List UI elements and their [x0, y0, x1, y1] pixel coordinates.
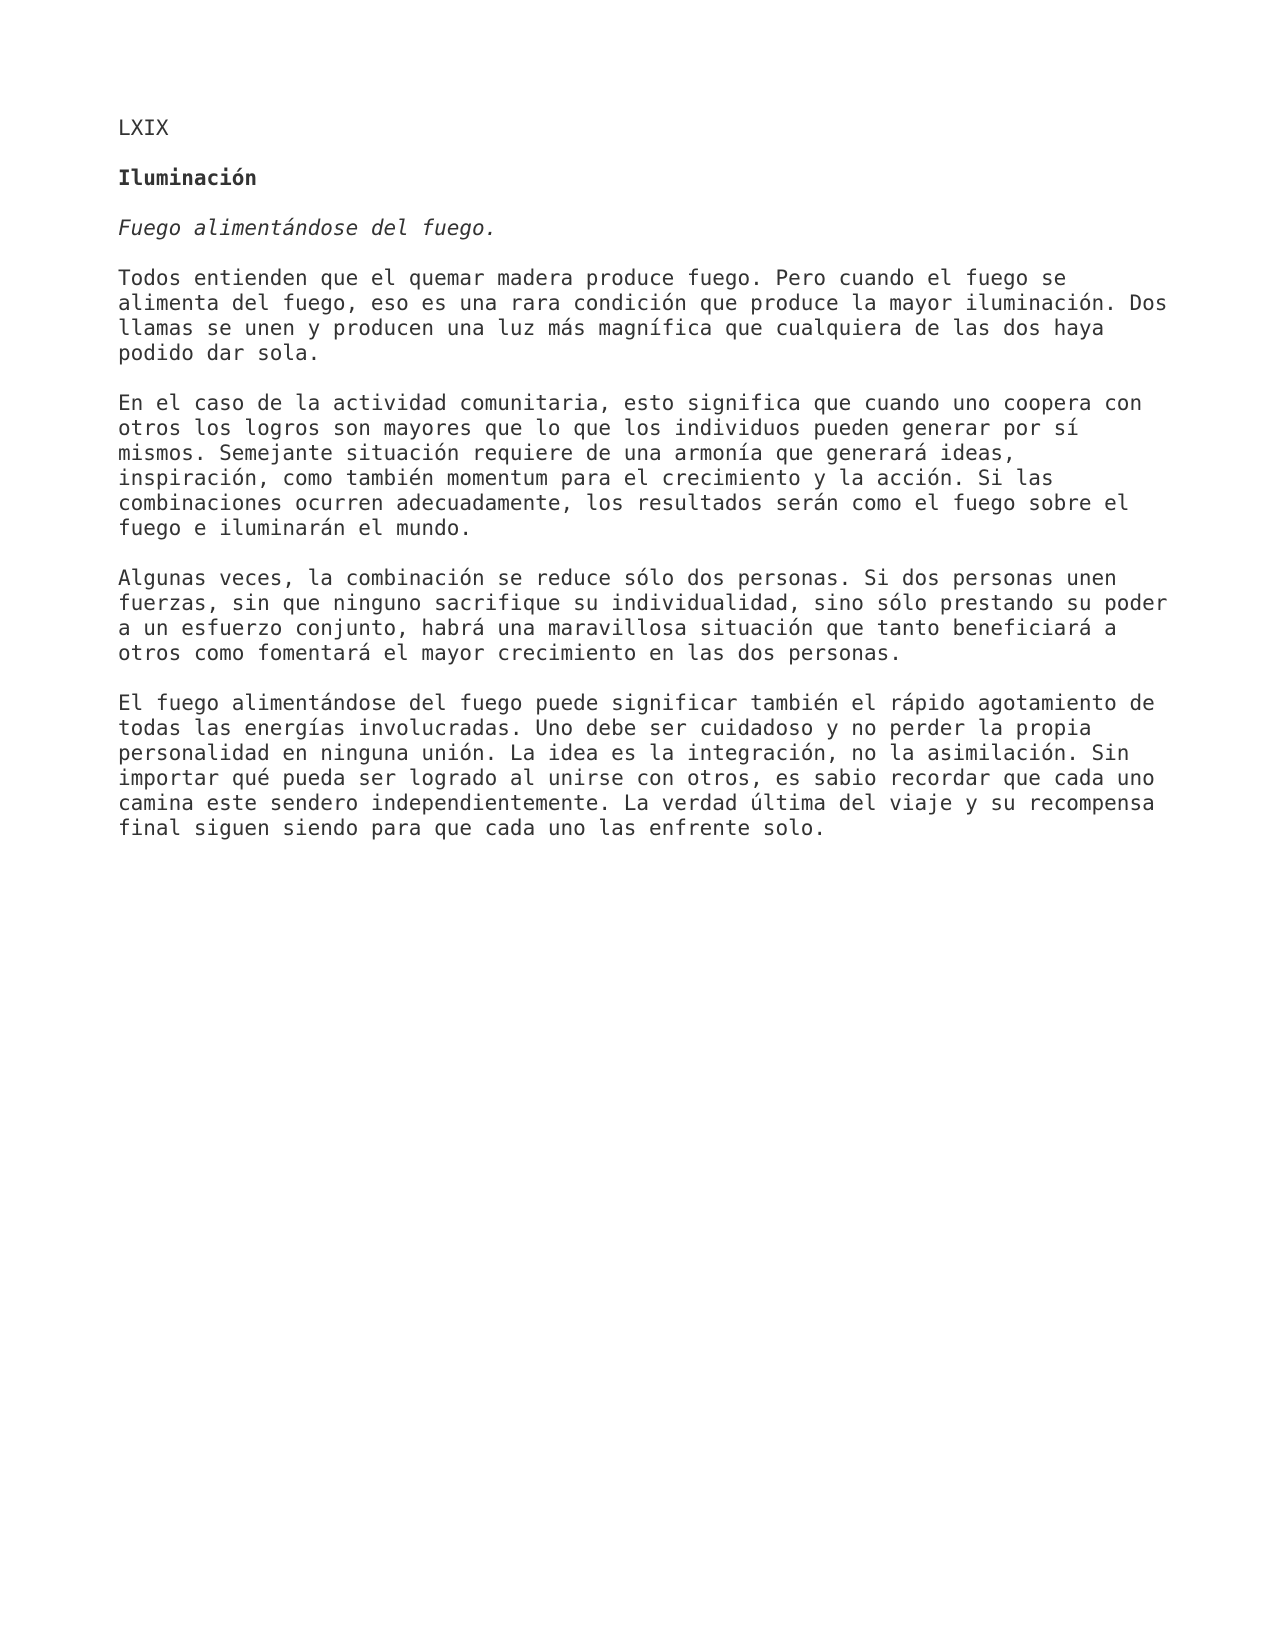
- chapter-title: Iluminación: [118, 166, 258, 190]
- text-line: podido dar sola.: [118, 341, 321, 365]
- paragraph-4: [118, 691, 1178, 841]
- text-line: todas las energías involucradas. Uno debe ser cuidadoso y no perder la propia: [118, 716, 1092, 740]
- chapter-subtitle: Fuego alimentándose del fuego.: [118, 216, 498, 240]
- text-line: camina este sendero independientemente. La verdad última del viaje y su recompensa: [118, 791, 1155, 815]
- paragraph-1: [118, 266, 1178, 366]
- text-line: mismos. Semejante situación requiere de una armonía que generará ideas,: [118, 441, 1016, 465]
- text-line: final siguen siendo para que cada uno las enfrente solo.: [118, 816, 827, 840]
- text-line: fuerzas, sin que ninguno sacrifique su individualidad, sino sólo prestando su poder: [118, 591, 1168, 615]
- paragraph-2: [118, 391, 1178, 541]
- document-page: [118, 116, 1178, 866]
- text-line: fuego e iluminarán el mundo.: [118, 516, 473, 540]
- text-line: En el caso de la actividad comunitaria, esto significa que cuando uno coopera con: [118, 391, 1143, 415]
- paragraph-3: [118, 566, 1178, 666]
- text-line: a un esfuerzo conjunto, habrá una maravillosa situación que tanto beneficiará a: [118, 616, 1117, 640]
- text-line: llamas se unen y producen una luz más magnífica que cualquiera de las dos haya: [118, 316, 1105, 340]
- text-line: combinaciones ocurren adecuadamente, los resultados serán como el fuego sobre el: [118, 491, 1130, 515]
- text-line: Todos entienden que el quemar madera produce fuego. Pero cuando el fuego se: [118, 266, 1067, 290]
- text-line: Algunas veces, la combinación se reduce sólo dos personas. Si dos personas unen: [118, 566, 1117, 590]
- text-line: inspiración, como también momentum para el crecimiento y la acción. Si las: [118, 466, 1054, 490]
- text-line: otros los logros son mayores que lo que los individuos pueden generar por sí: [118, 416, 1079, 440]
- text-line: El fuego alimentándose del fuego puede significar también el rápido agotamiento de: [118, 691, 1155, 715]
- text-line: otros como fomentará el mayor crecimiento en las dos personas.: [118, 641, 902, 665]
- text-line: importar qué pueda ser logrado al unirse con otros, es sabio recordar que cada uno: [118, 766, 1155, 790]
- text-line: alimenta del fuego, eso es una rara condición que produce la mayor iluminación. Dos: [118, 291, 1168, 315]
- text-line: personalidad en ninguna unión. La idea es la integración, no la asimilación. Sin: [118, 741, 1130, 765]
- chapter-numeral: LXIX: [118, 116, 169, 140]
